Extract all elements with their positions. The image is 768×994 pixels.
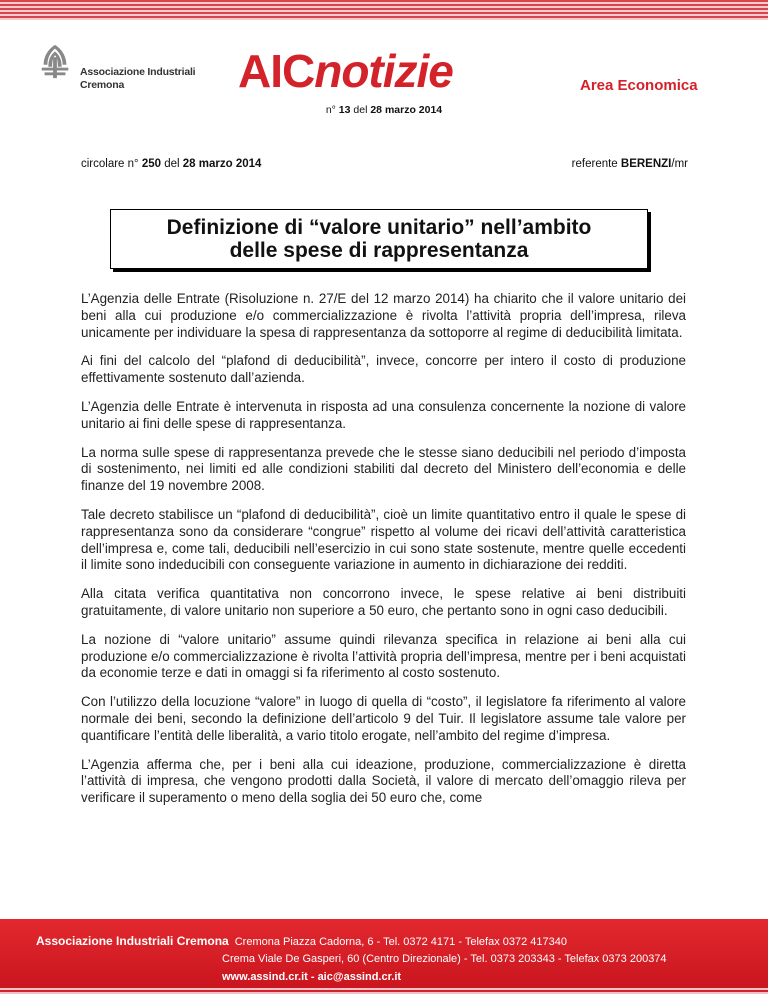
paragraph: La norma sulle spese di rappresentanza prevede che le stesse siano deducibili nel periodo d’imposta di sostenimento, nei limiti ed alle condizioni stabiliti dal decreto del Ministero dell’economia e delle finanze del 19 novembre 2008. — [81, 444, 686, 494]
footer — [0, 919, 768, 994]
paragraph: Alla citata verifica quantitativa non concorrono invece, le spese relative ai beni distribuiti gratuitamente, di valore unitario non superiore a 50 euro, che pertanto sono in ogni caso deducibili. — [81, 586, 686, 618]
paragraph: Con l’utilizzo della locuzione “valore” in luogo di quella di “costo”, il legislatore fa riferimento al valore normale dei beni, secondo la definizione dell’articolo 9 del Tuir. Il legislatore assume tale valore per quantificare l’entità delle liberalità, a vario titolo erogate, nell’ambito del regime d’impresa. — [81, 694, 686, 743]
brand-logo — [238, 46, 453, 96]
referent-prefix: referente — [571, 158, 621, 170]
page-title — [149, 216, 609, 262]
issue-mid: del — [350, 104, 371, 116]
referent-name: BERENZI — [620, 158, 672, 170]
issue-line — [0, 104, 768, 116]
title-line2: delle spese di rappresentanza — [229, 239, 529, 262]
issue-date: 28 marzo 2014 — [370, 104, 443, 116]
paragraph: L’Agenzia delle Entrate (Risoluzione n. 27/E del 12 marzo 2014) ha chiarito che il valore unitario dei beni alla cui produzione e/o commercializzazione è rivolta l’attività propria dell’impresa, rileva unicamente per individuare la spesa di rappresentanza da sottoporre al regime di deducibilità limitata. — [81, 291, 686, 340]
brand-notizie: notizie — [314, 45, 453, 97]
paragraph: La nozione di “valore unitario” assume quindi rilevanza specifica in relazione ai beni alla cui produzione e/o commercializzazione è rivolta l’attività propria dell’impresa, mentre per i beni acquistati da economie terze e dati in omaggi si fa riferimento al costo sostenuto. — [81, 631, 686, 681]
footer-address-crema: Crema Viale De Gasperi, 60 (Centro Direzionale) - Tel. 0373 203343 - Telefax 0373 200374 — [222, 953, 667, 965]
referent-suffix: /mr — [671, 158, 688, 170]
area-label: Area Economica — [580, 77, 698, 94]
footer-address-cremona: Cremona Piazza Cadorna, 6 - Tel. 0372 4171 - Telefax 0372 417340 — [234, 936, 567, 948]
circular-prefix: circolare n° — [81, 158, 142, 170]
footer-decorative-stripe — [0, 988, 768, 994]
assoc-name-line1: Associazione Industriali — [80, 66, 196, 78]
title-box — [110, 209, 648, 269]
paragraph: Ai fini del calcolo del “plafond di deducibilità”, invece, concorre per intero il costo di produzione effettivamente sostenuto dall’azienda. — [81, 353, 686, 386]
footer-org: Associazione Industriali Cremona — [36, 934, 229, 948]
letterhead — [0, 20, 768, 105]
assoc-name-line2: Cremona — [80, 79, 125, 91]
title-line1: Definizione di “valore unitario” nell’ambito — [166, 216, 592, 239]
paragraph: L’Agenzia afferma che, per i beni alla cui ideazione, produzione, commercializzazione è diretta l’attività di impresa, che vengono prodotti dalla Società, il valore di mercato dell’omaggio rileva per verificare il superamento o meno della soglia dei 50 euro che, come — [81, 756, 686, 806]
referent-info — [572, 158, 688, 170]
assoc-name — [80, 66, 195, 92]
footer-line-1 — [36, 934, 567, 948]
circular-date: 28 marzo 2014 — [182, 158, 262, 170]
paragraph: Tale decreto stabilisce un “plafond di deducibilità”, cioè un limite quantitativo entro il quale le spese di rappresentanza sono da considerare “congrue” rispetto al volume dei ricavi dell’attività caratteristica dell’impresa e, come tali, deducibili nell’esercizio in cui sono state sostenute, mentre quelle eccedenti il limite sono indeducibili con conseguente variazione in aumento in dichiarazione dei redditi. — [81, 506, 686, 573]
article-body — [81, 291, 686, 819]
paragraph: L’Agenzia delle Entrate è intervenuta in risposta ad una consulenza concernente la nozione di valore unitario ai fini delle spese di rappresentanza. — [81, 398, 686, 431]
assoc-logo-icon — [36, 42, 74, 80]
issue-number: 13 — [338, 104, 351, 116]
circular-info — [81, 158, 261, 170]
footer-contacts: www.assind.cr.it - aic@assind.cr.it — [222, 971, 402, 983]
circular-number: 250 — [141, 158, 162, 170]
top-decorative-stripe — [0, 0, 768, 20]
brand-aic: AIC — [238, 45, 315, 97]
issue-prefix: n° — [325, 104, 339, 116]
circular-mid: del — [161, 158, 183, 170]
